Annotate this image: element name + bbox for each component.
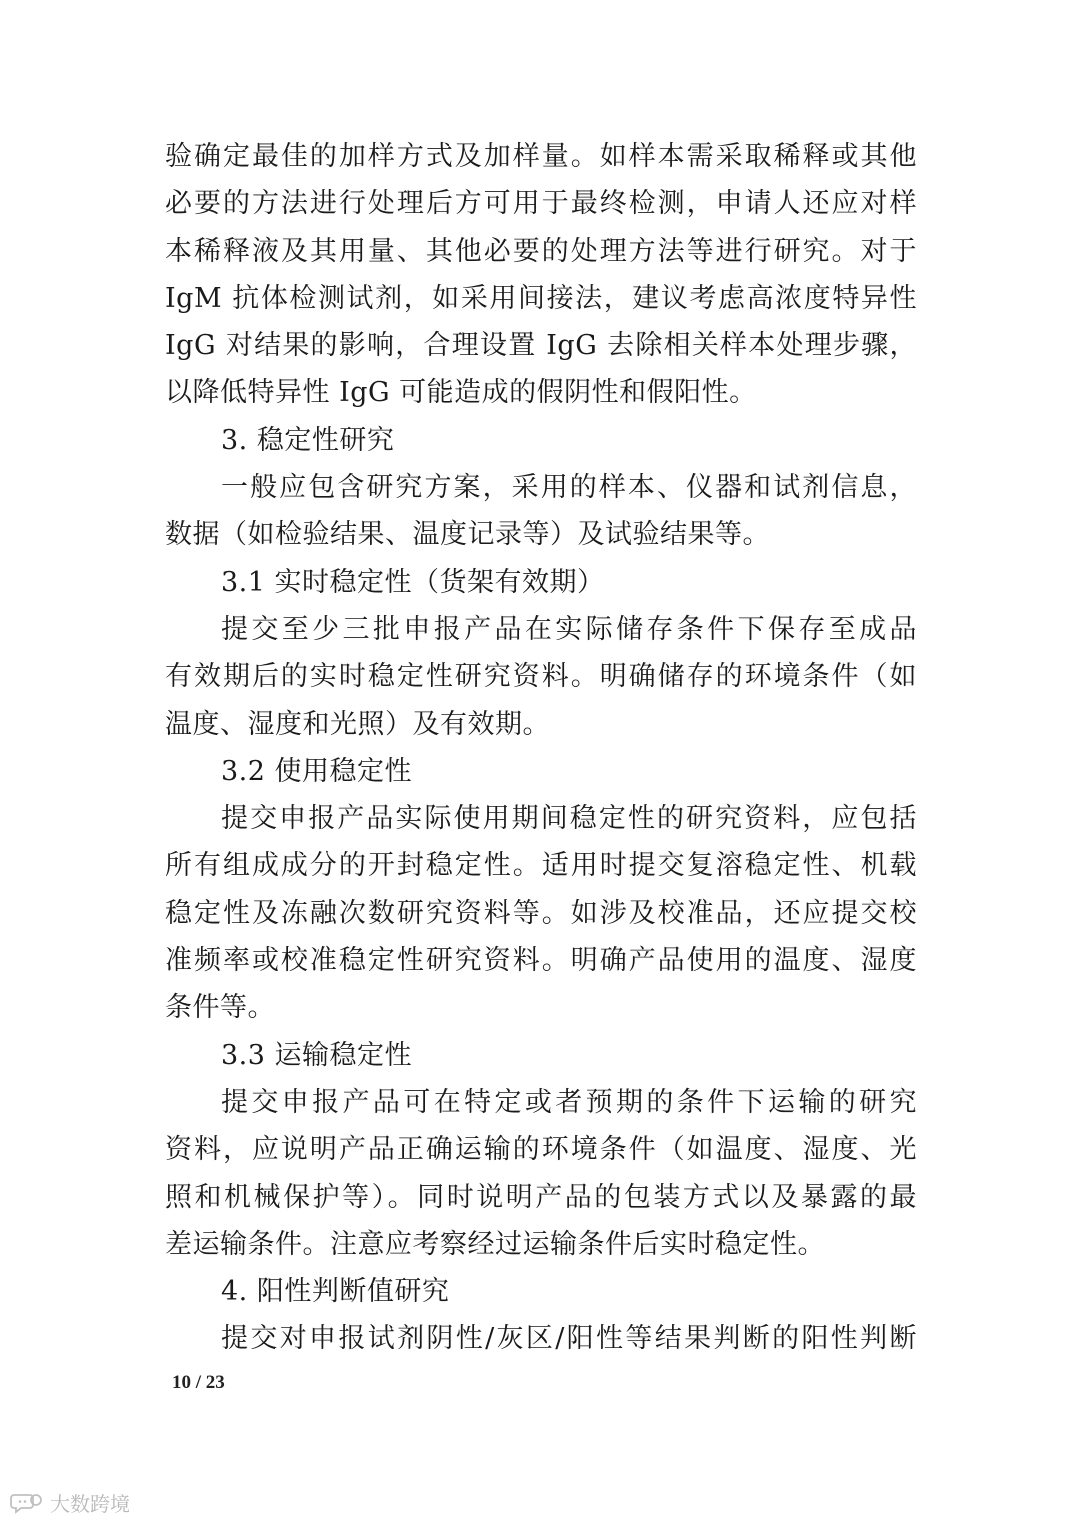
paragraph-line: IgG 对结果的影响，合理设置 IgG 去除相关样本处理步骤， (165, 330, 917, 362)
paragraph-line: 稳定性及冻融次数研究资料等。如涉及校准品，还应提交校 (165, 897, 917, 929)
chat-bubble-logo-icon (10, 1491, 44, 1515)
paragraph-line: 提交申报产品可在特定或者预期的条件下运输的研究 (221, 1086, 917, 1118)
paragraph-line: 提交至少三批申报产品在实际储存条件下保存至成品 (221, 613, 917, 645)
paragraph-line: 必要的方法进行处理后方可用于最终检测，申请人还应对样 (165, 188, 917, 220)
paragraph-line: 以降低特异性 IgG 可能造成的假阴性和假阳性。 (165, 377, 757, 409)
paragraph-line: 本稀释液及其用量、其他必要的处理方法等进行研究。对于 (165, 235, 917, 267)
watermark-text: 大数跨境 (50, 1492, 130, 1516)
paragraph-line: 提交申报产品实际使用期间稳定性的研究资料，应包括 (221, 803, 917, 835)
paragraph-line: 准频率或校准稳定性研究资料。明确产品使用的温度、湿度 (165, 945, 917, 977)
paragraph-line: 一般应包含研究方案，采用的样本、仪器和试剂信息， (221, 472, 917, 504)
paragraph-line: 资料，应说明产品正确运输的环境条件（如温度、湿度、光 (165, 1134, 917, 1166)
paragraph-line: 照和机械保护等）。同时说明产品的包装方式以及暴露的最 (165, 1181, 917, 1213)
watermark (10, 1488, 130, 1517)
document-body (165, 133, 917, 1363)
section-heading: 4. 阳性判断值研究 (221, 1276, 450, 1308)
section-heading: 3.2 使用稳定性 (221, 755, 413, 787)
section-heading: 3.3 运输稳定性 (221, 1039, 413, 1071)
paragraph-line: 提交对申报试剂阴性/灰区/阳性等结果判断的阳性判断 (221, 1323, 917, 1355)
paragraph-line: 数据（如检验结果、温度记录等）及试验结果等。 (165, 519, 770, 551)
paragraph-line: 验确定最佳的加样方式及加样量。如样本需采取稀释或其他 (165, 141, 917, 172)
paragraph-line: 有效期后的实时稳定性研究资料。明确储存的环境条件（如 (165, 661, 917, 693)
paragraph-line: IgM 抗体检测试剂，如采用间接法，建议考虑高浓度特异性 (165, 282, 917, 314)
paragraph-line: 条件等。 (165, 992, 275, 1024)
page-number: 10 / 23 (172, 1372, 225, 1393)
paragraph-line: 差运输条件。注意应考察经过运输条件后实时稳定性。 (165, 1228, 825, 1260)
paragraph-line: 所有组成成分的开封稳定性。适用时提交复溶稳定性、机载 (165, 850, 917, 882)
section-heading: 3. 稳定性研究 (221, 424, 395, 456)
section-heading: 3.1 实时稳定性（货架有效期） (221, 566, 605, 598)
paragraph-line: 温度、湿度和光照）及有效期。 (165, 708, 550, 740)
